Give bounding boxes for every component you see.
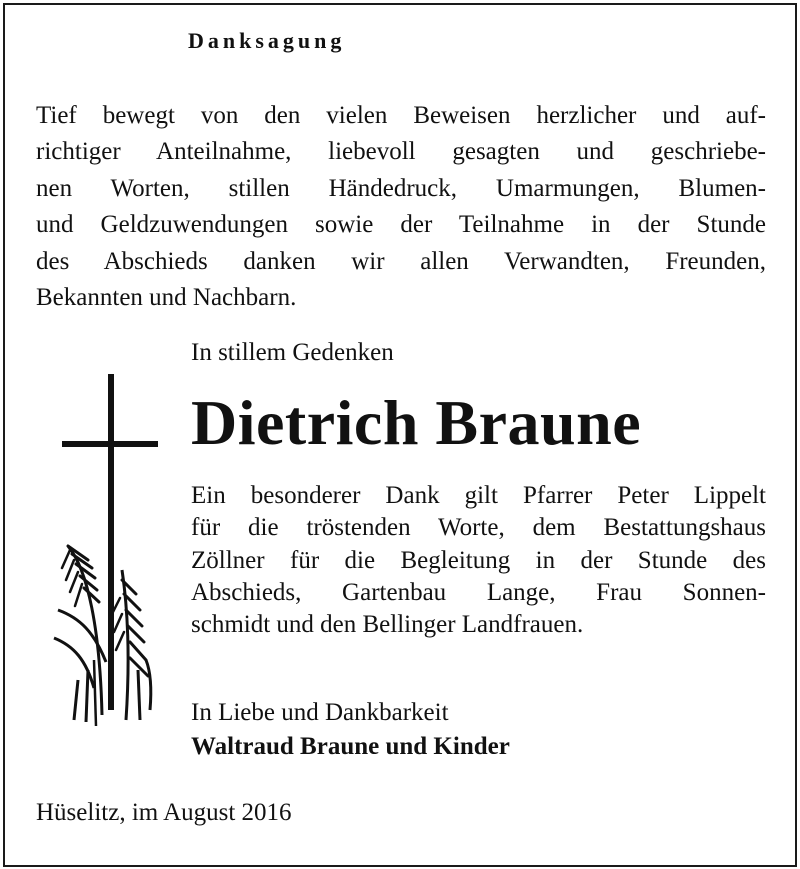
thanks-paragraph <box>191 480 766 641</box>
intro-line: Bekannten und Nachbarn. <box>36 284 297 312</box>
cross-with-wheat-icon <box>50 370 170 730</box>
deceased-name: Dietrich Braune <box>191 387 642 458</box>
signer-name: Waltraud Braune und Kinder <box>191 733 510 760</box>
thanks-line: für die tröstenden Worte, dem Bestattungshaus <box>191 514 766 542</box>
thanks-line: Zöllner für die Begleitung in der Stunde des <box>191 546 766 574</box>
intro-line: des Abschieds danken wir allen Verwandten, Freunden, <box>36 247 766 275</box>
thanks-line: Ein besonderer Dank gilt Pfarrer Peter Lippelt <box>191 482 766 509</box>
thanks-line: Abschieds, Gartenbau Lange, Frau Sonnen- <box>191 578 766 606</box>
intro-line: und Geldzuwendungen sowie der Teilnahme in der Stunde <box>36 211 766 239</box>
notice-heading: Danksagung <box>188 28 346 53</box>
intro-paragraph <box>36 98 766 316</box>
intro-line: Tief bewegt von den vielen Beweisen herzlicher und auf- <box>36 102 766 129</box>
intro-line: richtiger Anteilnahme, liebevoll gesagten und geschriebe- <box>36 138 766 166</box>
closing-line: In Liebe und Dankbarkeit <box>191 699 449 726</box>
intro-line: nen Worten, stillen Händedruck, Umarmungen, Blumen- <box>36 174 766 202</box>
thanks-line: schmidt und den Bellinger Landfrauen. <box>191 611 584 639</box>
memoriam-line: In stillem Gedenken <box>191 339 394 366</box>
place-date: Hüselitz, im August 2016 <box>36 799 292 826</box>
